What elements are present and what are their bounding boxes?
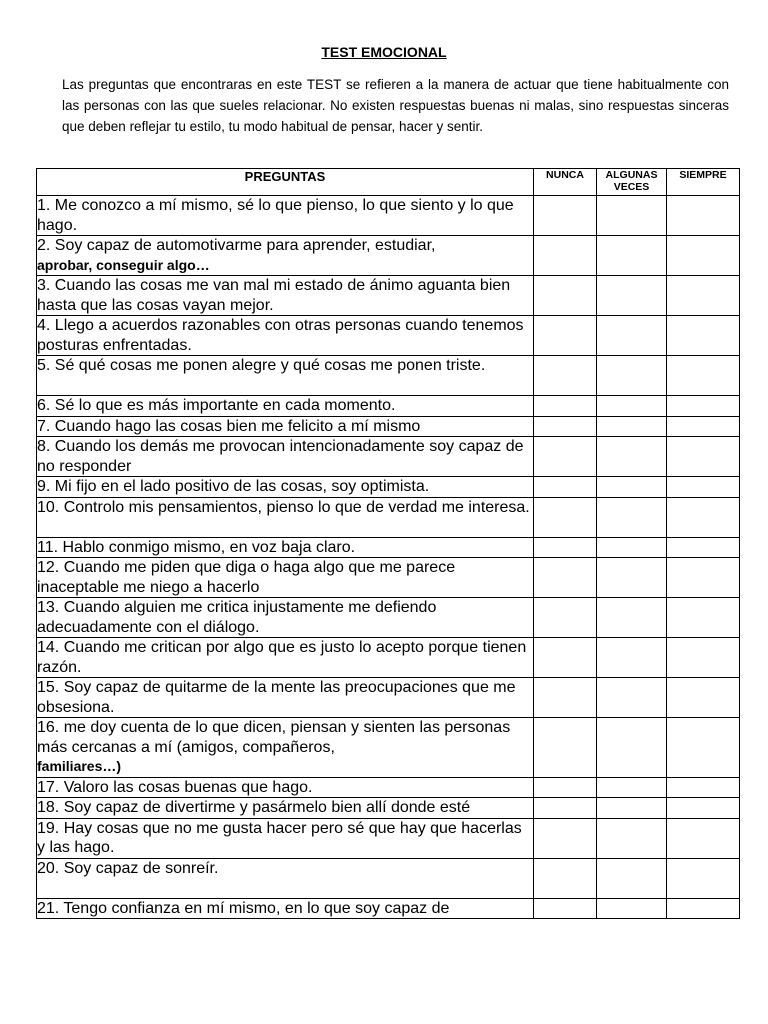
table-row	[37, 858, 740, 898]
answer-cell-algunas-veces[interactable]	[597, 777, 667, 798]
table-row	[37, 537, 740, 558]
answer-cell-siempre[interactable]	[667, 236, 740, 276]
question-text: 2. Soy capaz de automotivarme para aprender, estudiar,	[37, 237, 436, 254]
question-text-bold: familiares…)	[37, 758, 122, 774]
answer-cell-siempre[interactable]	[667, 858, 740, 898]
answer-cell-nunca[interactable]	[534, 356, 597, 396]
answer-cell-nunca[interactable]	[534, 537, 597, 558]
table-row	[37, 678, 740, 718]
question-cell	[37, 196, 534, 236]
question-text: 17. Valoro las cosas buenas que hago.	[37, 778, 313, 796]
answer-cell-siempre[interactable]	[667, 798, 740, 819]
answer-cell-siempre[interactable]	[667, 316, 740, 356]
answer-cell-algunas-veces[interactable]	[597, 477, 667, 498]
question-text: 8. Cuando los demás me provocan intencionadamente soy capaz de no responder	[37, 438, 524, 475]
answer-cell-nunca[interactable]	[534, 396, 597, 417]
header-preguntas: PREGUNTAS	[37, 169, 534, 196]
question-text: 14. Cuando me critican por algo que es justo lo acepto porque tienen razón.	[37, 639, 527, 676]
question-cell	[37, 437, 534, 477]
answer-cell-algunas-veces[interactable]	[597, 196, 667, 236]
question-cell	[37, 537, 534, 558]
answer-cell-siempre[interactable]	[667, 276, 740, 316]
question-cell	[37, 777, 534, 798]
question-text: 1. Me conozco a mí mismo, sé lo que pienso, lo que siento y lo que hago.	[37, 197, 514, 234]
answer-cell-algunas-veces[interactable]	[597, 898, 667, 919]
answer-cell-nunca[interactable]	[534, 276, 597, 316]
table-row	[37, 477, 740, 498]
question-text: 11. Hablo conmigo mismo, en voz baja claro.	[37, 538, 356, 556]
answer-cell-siempre[interactable]	[667, 437, 740, 477]
question-cell	[37, 678, 534, 718]
answer-cell-algunas-veces[interactable]	[597, 718, 667, 778]
answer-cell-siempre[interactable]	[667, 477, 740, 498]
table-row	[37, 898, 740, 919]
answer-cell-nunca[interactable]	[534, 718, 597, 778]
question-text: 7. Cuando hago las cosas bien me felicito a mí mismo	[37, 417, 421, 435]
table-row	[37, 558, 740, 598]
answer-cell-nunca[interactable]	[534, 898, 597, 919]
answer-cell-siempre[interactable]	[667, 777, 740, 798]
answer-cell-siempre[interactable]	[667, 898, 740, 919]
answer-cell-algunas-veces[interactable]	[597, 356, 667, 396]
question-cell	[37, 598, 534, 638]
table-row	[37, 638, 740, 678]
table-row	[37, 437, 740, 477]
table-header-row	[37, 169, 740, 196]
intro-paragraph: Las preguntas que encontraras en este TEST se refieren a la manera de actuar que tiene habitualmente con las personas con las que sueles relacionar. No existen respuestas buenas ni malas, sino respuestas sinceras que deben reflejar tu estilo, tu modo habitual de pensar, hacer y sentir.	[62, 77, 729, 134]
question-cell	[37, 236, 534, 276]
question-cell	[37, 416, 534, 437]
answer-cell-algunas-veces[interactable]	[597, 598, 667, 638]
table-row	[37, 718, 740, 778]
answer-cell-nunca[interactable]	[534, 777, 597, 798]
question-text: 20. Soy capaz de sonreír.	[37, 859, 219, 877]
question-cell	[37, 316, 534, 356]
question-cell	[37, 396, 534, 417]
answer-cell-siempre[interactable]	[667, 396, 740, 417]
table-row	[37, 276, 740, 316]
answer-cell-siempre[interactable]	[667, 678, 740, 718]
answer-cell-algunas-veces[interactable]	[597, 497, 667, 537]
document-title: TEST EMOCIONAL	[321, 44, 447, 60]
question-cell	[37, 858, 534, 898]
answer-cell-algunas-veces[interactable]	[597, 858, 667, 898]
question-text: 19. Hay cosas que no me gusta hacer pero sé que hay que hacerlas y las hago.	[37, 819, 522, 856]
table-row	[37, 316, 740, 356]
answer-cell-algunas-veces[interactable]	[597, 396, 667, 417]
question-text: 3. Cuando las cosas me van mal mi estado de ánimo aguanta bien hasta que las cosas vayan mejor.	[37, 277, 511, 314]
answer-cell-nunca[interactable]	[534, 798, 597, 819]
answer-cell-siempre[interactable]	[667, 416, 740, 437]
answer-cell-algunas-veces[interactable]	[597, 798, 667, 819]
question-text: 18. Soy capaz de divertirme y pasármelo bien allí donde esté	[37, 799, 471, 816]
question-text: 6. Sé lo que es más importante en cada momento.	[37, 397, 396, 414]
answer-cell-algunas-veces[interactable]	[597, 437, 667, 477]
answer-cell-nunca[interactable]	[534, 196, 597, 236]
answer-cell-siempre[interactable]	[667, 196, 740, 236]
answer-cell-nunca[interactable]	[534, 236, 597, 276]
table-row	[37, 416, 740, 437]
answer-cell-nunca[interactable]	[534, 818, 597, 858]
answer-cell-algunas-veces[interactable]	[597, 558, 667, 598]
question-cell	[37, 818, 534, 858]
table-row	[37, 598, 740, 638]
question-text-bold: aprobar, conseguir algo…	[37, 256, 210, 273]
answer-cell-nunca[interactable]	[534, 598, 597, 638]
question-cell	[37, 356, 534, 396]
question-text: 16. me doy cuenta de lo que dicen, piensan y sienten las personas más cercanas a mí (amigos, compañeros,	[37, 719, 511, 756]
answer-cell-algunas-veces[interactable]	[597, 678, 667, 718]
answer-cell-nunca[interactable]	[534, 558, 597, 598]
answer-cell-nunca[interactable]	[534, 638, 597, 678]
answer-cell-nunca[interactable]	[534, 678, 597, 718]
question-text: 9. Mi fijo en el lado positivo de las cosas, soy optimista.	[37, 478, 430, 495]
answer-cell-algunas-veces[interactable]	[597, 276, 667, 316]
question-text: 21. Tengo confianza en mí mismo, en lo que soy capaz de	[37, 899, 450, 917]
answer-cell-nunca[interactable]	[534, 416, 597, 437]
answer-cell-nunca[interactable]	[534, 497, 597, 537]
question-text: 15. Soy capaz de quitarme de la mente las preocupaciones que me obsesiona.	[37, 679, 516, 716]
answer-cell-siempre[interactable]	[667, 558, 740, 598]
question-cell	[37, 558, 534, 598]
question-cell	[37, 497, 534, 537]
header-algunas-veces: ALGUNAS VECES	[597, 169, 667, 196]
answer-cell-siempre[interactable]	[667, 818, 740, 858]
answer-cell-nunca[interactable]	[534, 316, 597, 356]
question-cell	[37, 898, 534, 919]
answer-cell-nunca[interactable]	[534, 858, 597, 898]
answer-cell-siempre[interactable]	[667, 638, 740, 678]
table-row	[37, 196, 740, 236]
question-text: 13. Cuando alguien me critica injustamente me defiendo adecuadamente con el diálogo.	[37, 599, 437, 636]
answer-cell-nunca[interactable]	[534, 477, 597, 498]
question-cell	[37, 276, 534, 316]
header-nunca: NUNCA	[534, 169, 597, 196]
table-row	[37, 356, 740, 396]
header-siempre: SIEMPRE	[667, 169, 740, 196]
table-row	[37, 777, 740, 798]
table-row	[37, 396, 740, 417]
table-row	[37, 497, 740, 537]
answer-cell-nunca[interactable]	[534, 437, 597, 477]
answer-cell-siempre[interactable]	[667, 497, 740, 537]
answer-cell-algunas-veces[interactable]	[597, 236, 667, 276]
answer-cell-algunas-veces[interactable]	[597, 416, 667, 437]
answer-cell-algunas-veces[interactable]	[597, 818, 667, 858]
table-row	[37, 798, 740, 819]
answer-cell-algunas-veces[interactable]	[597, 638, 667, 678]
question-text: 5. Sé qué cosas me ponen alegre y qué cosas me ponen triste.	[37, 357, 486, 374]
question-cell	[37, 798, 534, 819]
questions-table	[36, 168, 740, 919]
question-cell	[37, 638, 534, 678]
answer-cell-siempre[interactable]	[667, 598, 740, 638]
question-text: 4. Llego a acuerdos razonables con otras personas cuando tenemos posturas enfrentadas.	[37, 317, 524, 354]
answer-cell-siempre[interactable]	[667, 537, 740, 558]
table-row	[37, 818, 740, 858]
question-text: 12. Cuando me piden que diga o haga algo que me parece inaceptable me niego a hacerlo	[37, 559, 456, 596]
question-text: 10. Controlo mis pensamientos, pienso lo que de verdad me interesa.	[37, 498, 530, 516]
question-cell	[37, 718, 534, 778]
table-row	[37, 236, 740, 276]
answer-cell-siempre[interactable]	[667, 356, 740, 396]
answer-cell-algunas-veces[interactable]	[597, 537, 667, 558]
answer-cell-algunas-veces[interactable]	[597, 316, 667, 356]
answer-cell-siempre[interactable]	[667, 718, 740, 778]
question-cell	[37, 477, 534, 498]
